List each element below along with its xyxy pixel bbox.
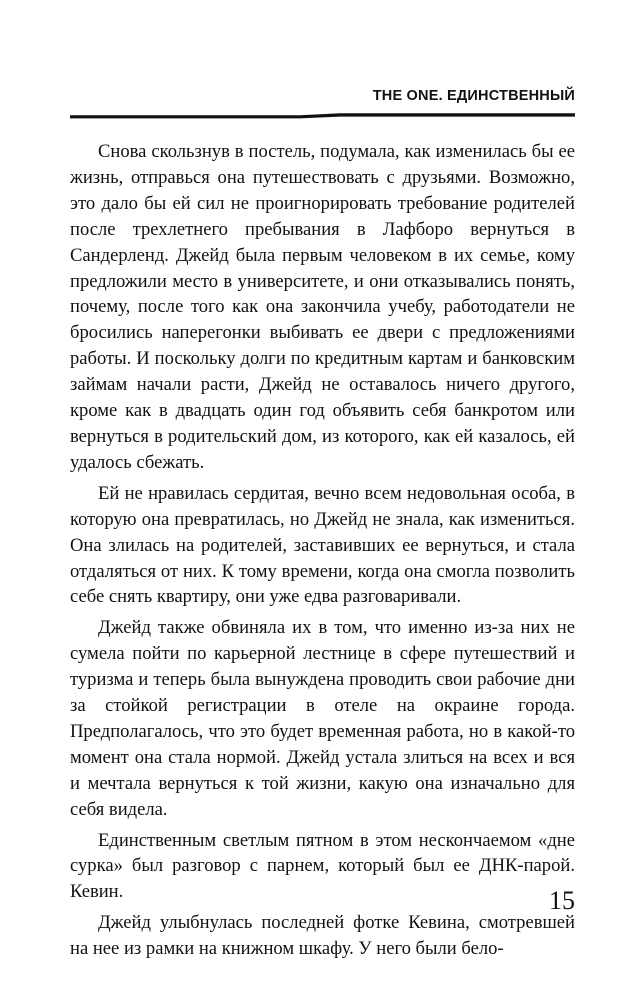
- paragraph-1: Снова скользнув в постель, подумала, как изменилась бы ее жизнь, отправься она путешествовать с друзьями. Возможно, это дало бы ей сил не проигнорировать требование родителей после трехлетнего пребывания в Лафборо вернуться в Сандерленд. Джейд была первым человеком в их семье, кому предложили место в университете, и они отказывались понять, почему, после того как она закончила учебу, работодатели не бросились наперегонки выбивать ее двери с предложениями работы. И поскольку долги по кредитным картам и банковским займам начали расти, Джейд не оставалось ничего другого, кроме как в двадцать один год объявить себя банкротом или вернуться в родительский дом, из которого, как ей казалось, ей удалось сбежать.: [70, 141, 575, 473]
- paragraph-5: Джейд улыбнулась последней фотке Кевина, смотревшей на нее из рамки на книжном шкафу. У него были бело-: [70, 912, 575, 960]
- running-head: [70, 80, 575, 120]
- paragraph-3: Джейд также обвиняла их в том, что именно из-за них не сумела пойти по карьерной лестнице в сфере путешествий и туризма и теперь была вынуждена проводить свои рабочие дни за стойкой регистрации в отеле на окраине города. Предполагалось, что это будет временная работа, но в какой-то момент она стала нормой. Джейд устала злиться на всех и вся и мечтала вернуться к той жизни, какую она изначально для себя видела.: [70, 617, 575, 820]
- paragraph-2: Ей не нравилась сердитая, вечно всем недовольная особа, в которую она превратилась, но Джейд не знала, как измениться. Она злилась на родителей, заставивших ее вернуться, и стала отдаляться от них. К тому времени, когда она смогла позволить себе снять квартиру, они уже едва разговаривали.: [70, 482, 575, 608]
- running-title: THE ONE. ЕДИНСТВЕННЫЙ: [372, 88, 575, 104]
- body-text: [70, 139, 575, 967]
- paragraph-4: Единственным светлым пятном в этом нескончаемом «дне сурка» был разговор с парнем, который был ее ДНК-парой. Кевин.: [70, 829, 575, 903]
- page-number: 15: [549, 886, 575, 915]
- header-rule: [70, 112, 575, 120]
